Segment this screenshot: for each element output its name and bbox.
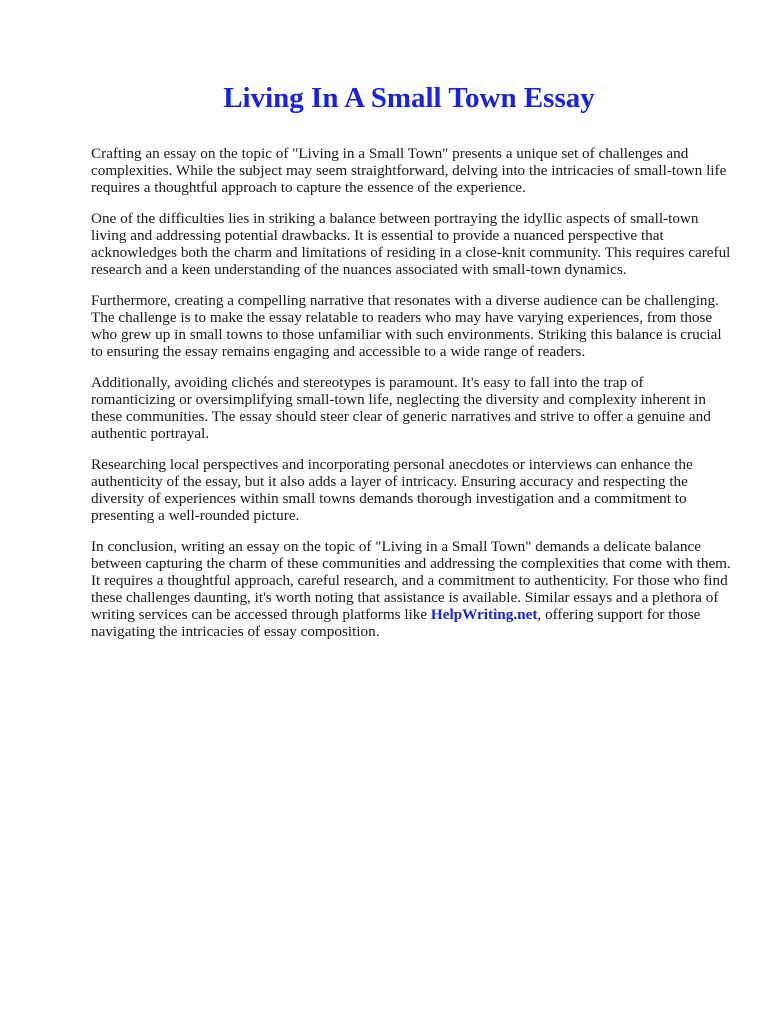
helpwriting-link[interactable]: HelpWriting.net xyxy=(430,606,538,623)
paragraph-narrative: Furthermore, creating a compelling narrative that resonates with a diverse audience can be challenging. The challenge is to make the essay relatable to readers who may have varying experiences, from those who grew up in small towns to those unfamiliar with such environments. Striking this balance is crucial to ensuring the essay remains engaging and accessible to a wide range of readers. xyxy=(91,292,722,360)
document-title: Living In A Small Town Essay xyxy=(223,82,595,114)
document-body xyxy=(91,145,731,654)
paragraph-research: Researching local perspectives and incorporating personal anecdotes or interviews can enhance the authenticity of the essay, but it also adds a layer of intricacy. Ensuring accuracy and respecting the diversity of experiences within small towns demands thorough investigation and a commitment to presenting a well-rounded picture. xyxy=(91,456,693,524)
paragraph-cliches: Additionally, avoiding clichés and stereotypes is paramount. It's easy to fall into the trap of romanticizing or oversimplifying small-town life, neglecting the diversity and complexity inherent in these communities. The essay should steer clear of generic narratives and strive to offer a genuine and authentic portrayal. xyxy=(91,374,711,442)
paragraph-conclusion xyxy=(91,538,731,640)
paragraph-balance: One of the difficulties lies in striking a balance between portraying the idyllic aspects of small-town living and addressing potential drawbacks. It is essential to provide a nuanced perspective that acknowledges both the charm and limitations of residing in a close-knit community. This requires careful research and a keen understanding of the nuances associated with small-town dynamics. xyxy=(91,210,731,278)
conclusion-text-before-link: In conclusion, writing an essay on the topic of "Living in a Small Town" demands a delicate balance between capturing the charm of these communities and addressing the complexities that come with them. It requires a thoughtful approach, careful research, and a commitment to authenticity. For those who find these challenges daunting, it's worth noting that assistance is available. Similar essays and a plethora of writing services can be accessed through platforms like xyxy=(91,538,731,623)
conclusion-text-after-link: , offering support for those navigating the intricacies of essay composition. xyxy=(91,606,701,640)
paragraph-intro: Crafting an essay on the topic of "Living in a Small Town" presents a unique set of challenges and complexities. While the subject may seem straightforward, delving into the intricacies of small-town life requires a thoughtful approach to capture the essence of the experience. xyxy=(91,145,727,196)
